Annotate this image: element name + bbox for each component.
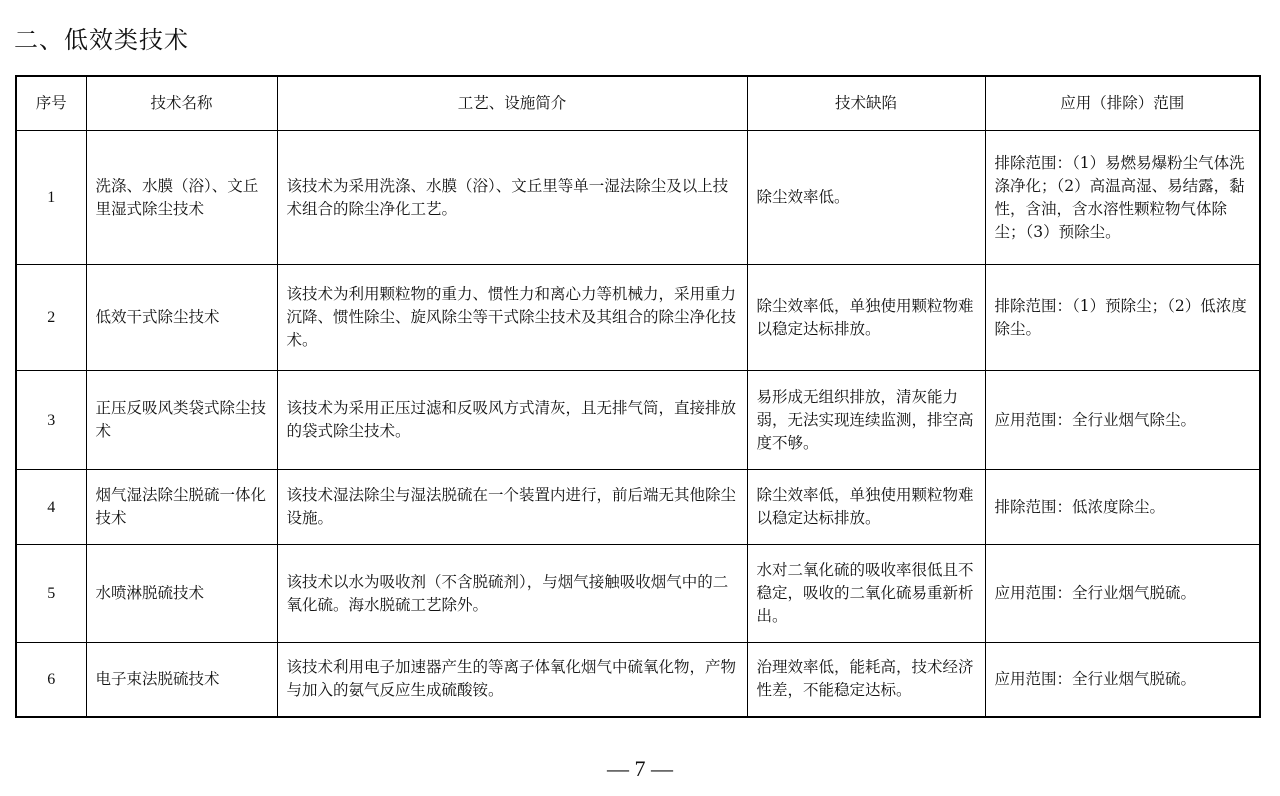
page-number: — 7 — <box>607 756 673 781</box>
table-row <box>16 131 1260 265</box>
row-tech-name: 洗涤、水膜（浴）、文丘里湿式除尘技术 <box>86 131 277 265</box>
row-scope: 应用范围：全行业烟气脱硫。 <box>985 545 1260 643</box>
row-description: 该技术湿法除尘与湿法脱硫在一个装置内进行，前后端无其他除尘设施。 <box>277 470 747 545</box>
row-description: 该技术利用电子加速器产生的等离子体氧化烟气中硫氧化物，产物与加入的氨气反应生成硫酸铵。 <box>277 643 747 717</box>
row-scope: 应用范围：全行业烟气脱硫。 <box>985 643 1260 717</box>
row-description: 该技术为采用正压过滤和反吸风方式清灰，且无排气筒，直接排放的袋式除尘技术。 <box>277 371 747 470</box>
row-scope: 排除范围：（1）易燃易爆粉尘气体洗涤净化；（2）高温高湿、易结露，黏性，含油，含水溶性颗粒物气体除尘；（3）预除尘。 <box>985 131 1260 265</box>
header-scope: 应用（排除）范围 <box>985 76 1260 131</box>
row-description: 该技术为利用颗粒物的重力、惯性力和离心力等机械力，采用重力沉降、惯性除尘、旋风除尘等干式除尘技术及其组合的除尘净化技术。 <box>277 265 747 371</box>
row-tech-name: 电子束法脱硫技术 <box>86 643 277 717</box>
header-description: 工艺、设施简介 <box>277 76 747 131</box>
low-efficiency-tech-table <box>15 75 1261 718</box>
row-seq: 6 <box>16 643 86 717</box>
row-defect: 除尘效率低，单独使用颗粒物难以稳定达标排放。 <box>747 470 985 545</box>
row-scope: 排除范围：（1）预除尘；（2）低浓度除尘。 <box>985 265 1260 371</box>
table-row <box>16 643 1260 717</box>
table-row <box>16 545 1260 643</box>
row-description: 该技术以水为吸收剂（不含脱硫剂），与烟气接触吸收烟气中的二氧化硫。海水脱硫工艺除外。 <box>277 545 747 643</box>
row-scope: 排除范围：低浓度除尘。 <box>985 470 1260 545</box>
row-description: 该技术为采用洗涤、水膜（浴）、文丘里等单一湿法除尘及以上技术组合的除尘净化工艺。 <box>277 131 747 265</box>
header-defect: 技术缺陷 <box>747 76 985 131</box>
row-tech-name: 烟气湿法除尘脱硫一体化技术 <box>86 470 277 545</box>
table-row <box>16 470 1260 545</box>
row-defect: 易形成无组织排放，清灰能力弱，无法实现连续监测，排空高度不够。 <box>747 371 985 470</box>
table-row <box>16 265 1260 371</box>
table-header-row <box>16 76 1260 131</box>
row-tech-name: 水喷淋脱硫技术 <box>86 545 277 643</box>
row-seq: 2 <box>16 265 86 371</box>
header-tech-name: 技术名称 <box>86 76 277 131</box>
header-seq: 序号 <box>16 76 86 131</box>
page-heading: 二、低效类技术 <box>14 26 189 54</box>
row-defect: 治理效率低，能耗高，技术经济性差，不能稳定达标。 <box>747 643 985 717</box>
row-tech-name: 低效干式除尘技术 <box>86 265 277 371</box>
row-scope: 应用范围：全行业烟气除尘。 <box>985 371 1260 470</box>
row-defect: 水对二氧化硫的吸收率很低且不稳定，吸收的二氧化硫易重新析出。 <box>747 545 985 643</box>
row-defect: 除尘效率低，单独使用颗粒物难以稳定达标排放。 <box>747 265 985 371</box>
row-seq: 3 <box>16 371 86 470</box>
row-seq: 1 <box>16 131 86 265</box>
row-seq: 4 <box>16 470 86 545</box>
row-tech-name: 正压反吸风类袋式除尘技术 <box>86 371 277 470</box>
table-row <box>16 371 1260 470</box>
row-seq: 5 <box>16 545 86 643</box>
row-defect: 除尘效率低。 <box>747 131 985 265</box>
